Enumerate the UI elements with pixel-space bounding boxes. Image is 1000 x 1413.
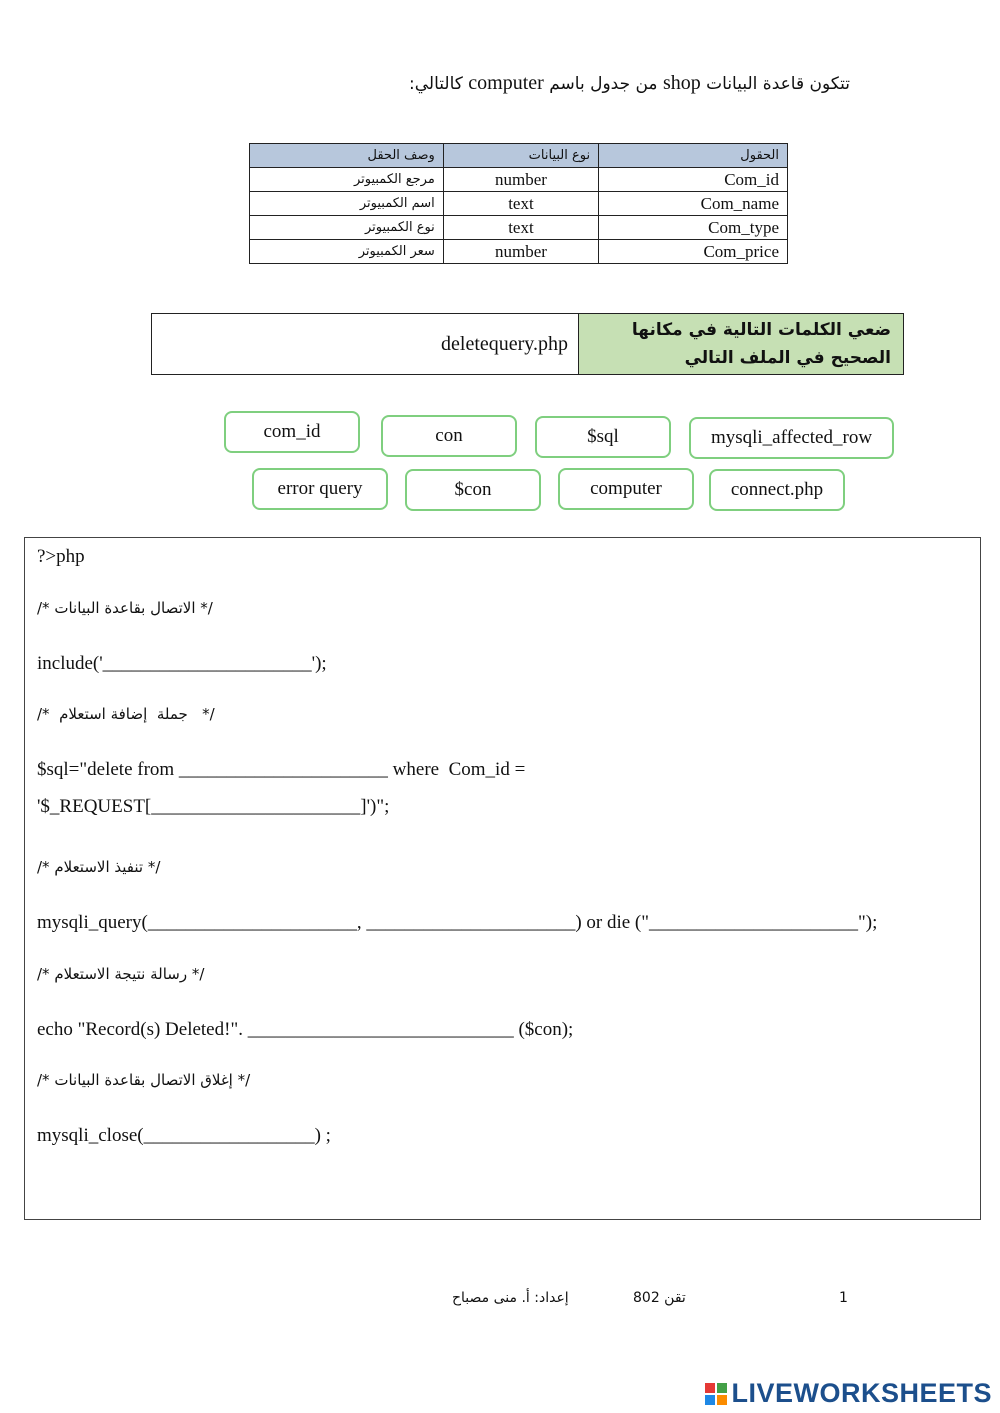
table-row bbox=[250, 192, 788, 216]
table-cell: مرجع الكمبيوتر bbox=[250, 168, 444, 192]
code-open-tag: ?>php bbox=[37, 546, 85, 567]
instruction-filename: deletequery.php bbox=[441, 332, 568, 355]
word-chip-error-query[interactable]: error query bbox=[252, 468, 388, 510]
fields-table bbox=[249, 143, 788, 264]
table-cell: number bbox=[443, 168, 598, 192]
code-request-line[interactable]: '$_REQUEST[______________________]')"; bbox=[37, 796, 390, 817]
table-cell: number bbox=[443, 240, 598, 264]
table-cell: سعر الكمبيوتر bbox=[250, 240, 444, 264]
code-sql-line[interactable]: $sql="delete from ______________________ where Com_id = bbox=[37, 759, 526, 780]
word-chip-mysqli-affected-row[interactable]: mysqli_affected_row bbox=[689, 417, 894, 459]
code-close-line[interactable]: mysqli_close(__________________) ; bbox=[37, 1125, 331, 1146]
table-cell: text bbox=[443, 216, 598, 240]
comment-close: /* إغلاق الاتصال بقاعدة البيانات */ bbox=[37, 1071, 251, 1089]
word-chip-con-var[interactable]: $con bbox=[405, 469, 541, 511]
table-cell: نوع الكمبيوتر bbox=[250, 216, 444, 240]
comment-execute: /* تنفيذ الاستعلام */ bbox=[37, 858, 161, 876]
footer-course: تقن 802 bbox=[633, 1290, 686, 1306]
code-box bbox=[24, 537, 981, 1220]
comment-connect: /* الاتصال بقاعدة البيانات */ bbox=[37, 599, 213, 617]
table-row bbox=[250, 216, 788, 240]
comment-result: /* رسالة نتيجة الاستعلام */ bbox=[37, 965, 205, 983]
table-row bbox=[250, 168, 788, 192]
table-cell: Com_id bbox=[599, 168, 788, 192]
table-cell: text bbox=[443, 192, 598, 216]
word-chip-com-id[interactable]: com_id bbox=[224, 411, 360, 453]
table-cell: Com_price bbox=[599, 240, 788, 264]
footer-page-number: 1 bbox=[839, 1290, 848, 1306]
code-query-line[interactable]: mysqli_query(______________________, ______________________) or die ("______________________"); bbox=[37, 912, 878, 933]
table-row bbox=[250, 240, 788, 264]
brand-logo bbox=[705, 1378, 992, 1409]
brand-icon bbox=[705, 1383, 727, 1405]
word-chip-connect-php[interactable]: connect.php bbox=[709, 469, 845, 511]
table-header-row bbox=[250, 144, 788, 168]
header-type: نوع البيانات bbox=[443, 144, 598, 168]
table-cell: Com_name bbox=[599, 192, 788, 216]
code-echo-line[interactable]: echo "Record(s) Deleted!". ____________________________ ($con); bbox=[37, 1019, 574, 1040]
word-chip-sql[interactable]: $sql bbox=[535, 416, 671, 458]
word-chip-con[interactable]: con bbox=[381, 415, 517, 457]
brand-text: LIVEWORKSHEETS bbox=[731, 1378, 992, 1408]
intro-text: تتكون قاعدة البيانات shop من جدول باسم computer كالتالي: bbox=[409, 72, 850, 94]
header-fields: الحقول bbox=[599, 144, 788, 168]
header-desc: وصف الحقل bbox=[250, 144, 444, 168]
instruction-text: ضعي الكلمات التالية في مكانها الصحيح في الملف التالي bbox=[578, 314, 903, 374]
comment-query: /* جملة إضافة استعلام */ bbox=[37, 705, 215, 723]
instruction-bar bbox=[151, 313, 904, 375]
code-include-line[interactable]: include('______________________'); bbox=[37, 653, 327, 674]
table-cell: Com_type bbox=[599, 216, 788, 240]
word-chip-computer[interactable]: computer bbox=[558, 468, 694, 510]
footer-author: إعداد: أ. منى مصباح bbox=[452, 1290, 569, 1306]
table-cell: اسم الكمبيوتر bbox=[250, 192, 444, 216]
